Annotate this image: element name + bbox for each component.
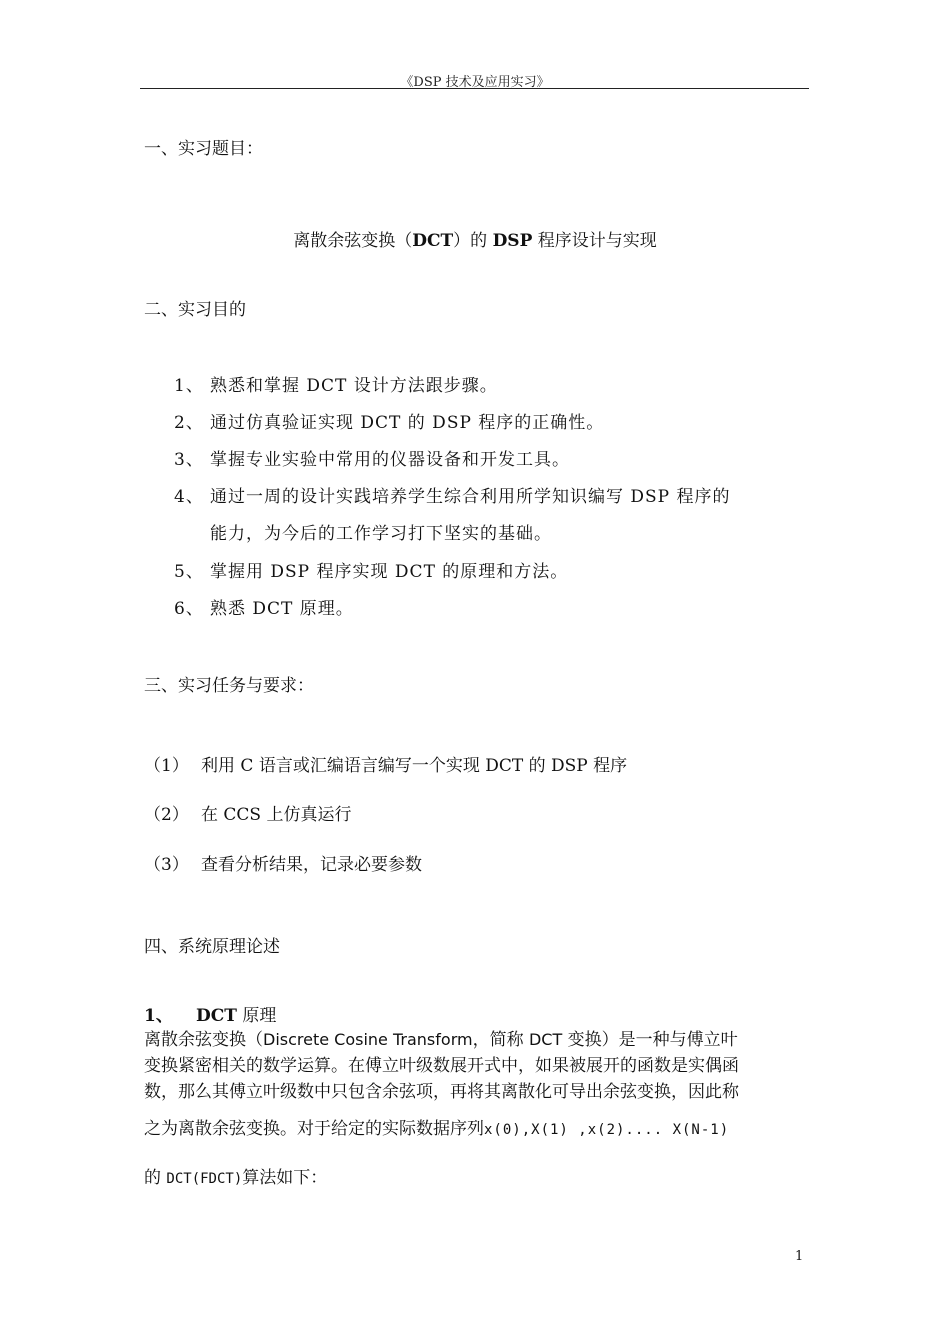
objective-item bbox=[174, 408, 604, 433]
p1-part-e: 变换）是一种与傅立叶 bbox=[562, 1030, 738, 1050]
task-text: 在 CCS 上仿真运行 bbox=[201, 805, 352, 825]
objective-num: 1、 bbox=[174, 376, 204, 396]
p1-part-b: Discrete Cosine Transform bbox=[263, 1030, 473, 1049]
section4-heading: 四、系统原理论述 bbox=[144, 937, 280, 957]
section2-heading: 二、实习目的 bbox=[144, 300, 246, 320]
p5-part-a: 的 bbox=[144, 1168, 167, 1188]
objective-item bbox=[174, 371, 498, 396]
subsection-title-dct: DCT bbox=[196, 1006, 237, 1026]
objective-num: 2、 bbox=[174, 413, 204, 433]
report-title bbox=[0, 226, 950, 251]
objective-num: 5、 bbox=[174, 562, 204, 582]
objective-text: 通过仿真验证实现 DCT 的 DSP 程序的正确性。 bbox=[210, 413, 605, 433]
subsection-title-rest: 原理 bbox=[236, 1006, 277, 1026]
objective-item-continued bbox=[174, 519, 552, 544]
header-rule bbox=[140, 88, 809, 89]
title-part-d: DSP bbox=[492, 231, 533, 251]
paragraph-line-2: 变换紧密相关的数学运算。在傅立叶级数展开式中，如果被展开的函数是实偶函 bbox=[144, 1056, 739, 1076]
subsection-num: 1、 bbox=[144, 1006, 173, 1026]
task-num: （2） bbox=[144, 805, 189, 825]
objective-num: 4、 bbox=[174, 487, 204, 507]
task-text: 利用 C 语言或汇编语言编写一个实现 DCT 的 DSP 程序 bbox=[201, 756, 628, 776]
p4-part-a: 之为离散余弦变换。对于给定的实际数据序列 bbox=[144, 1119, 484, 1139]
title-part-a: 离散余弦变换（ bbox=[293, 231, 413, 251]
section3-heading: 三、实习任务与要求： bbox=[144, 676, 314, 696]
subsection-title bbox=[144, 1001, 276, 1026]
task-text: 查看分析结果，记录必要参数 bbox=[201, 855, 422, 875]
task-item bbox=[144, 751, 627, 776]
paragraph-line-1 bbox=[144, 1025, 738, 1050]
objective-text: 掌握用 DSP 程序实现 DCT 的原理和方法。 bbox=[210, 562, 569, 582]
objective-item bbox=[174, 594, 354, 619]
page-number: 1 bbox=[795, 1249, 804, 1264]
paragraph-line-3: 数，那么其傅立叶级数中只包含余弦项，再将其离散化可导出余弦变换，因此称 bbox=[144, 1082, 739, 1102]
objective-text: 熟悉 DCT 原理。 bbox=[210, 599, 354, 619]
title-part-e: 程序设计与实现 bbox=[532, 231, 657, 251]
page-header: 《DSP 技术及应用实习》 bbox=[400, 75, 550, 90]
objective-num: 3、 bbox=[174, 450, 204, 470]
task-item bbox=[144, 850, 422, 875]
objective-item bbox=[174, 557, 568, 582]
objective-item bbox=[174, 482, 731, 507]
p1-part-c: ，简称 bbox=[472, 1030, 529, 1050]
task-num: （1） bbox=[144, 756, 189, 776]
objective-num: 6、 bbox=[174, 599, 204, 619]
p5-part-b: DCT(FDCT) bbox=[166, 1171, 243, 1187]
paragraph-line-5 bbox=[144, 1163, 327, 1188]
p1-part-a: 离散余弦变换（ bbox=[144, 1030, 263, 1050]
title-part-b: DCT bbox=[412, 231, 454, 251]
objective-text: 熟悉和掌握 DCT 设计方法跟步骤。 bbox=[210, 376, 498, 396]
objective-text: 能力，为今后的工作学习打下坚实的基础。 bbox=[210, 524, 552, 544]
p4-sequence: x(0),X(1) ,x(2).... X(N-1) bbox=[484, 1122, 730, 1138]
p5-part-c: 算法如下： bbox=[242, 1168, 328, 1188]
p1-part-d: DCT bbox=[528, 1030, 563, 1049]
objective-item bbox=[174, 445, 570, 470]
objective-text: 掌握专业实验中常用的仪器设备和开发工具。 bbox=[210, 450, 570, 470]
title-part-c: ）的 bbox=[453, 231, 493, 251]
section1-heading: 一、实习题目： bbox=[144, 139, 263, 159]
task-num: （3） bbox=[144, 855, 189, 875]
paragraph-line-4 bbox=[144, 1114, 729, 1139]
task-item bbox=[144, 800, 351, 825]
objective-text: 通过一周的设计实践培养学生综合利用所学知识编写 DSP 程序的 bbox=[210, 487, 731, 507]
